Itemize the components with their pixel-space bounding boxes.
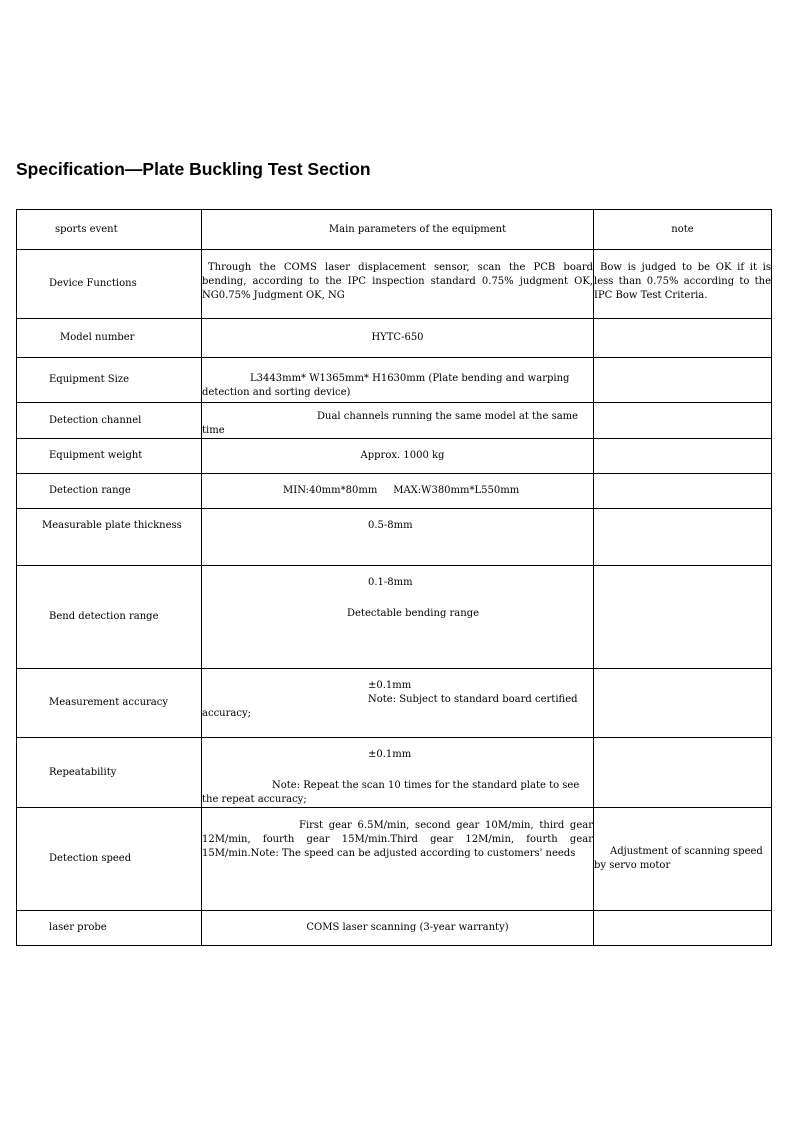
row-value-line2: Note: Repeat the scan 10 times for the standard plate to see the repeat accuracy; (202, 780, 580, 805)
table-row (17, 911, 772, 946)
row-value: L3443mm* W1365mm* H1630mm (Plate bending and warping detection and sorting device) (202, 358, 594, 403)
row-note (594, 474, 772, 509)
spec-table (16, 209, 772, 946)
row-value: Approx. 1000 kg (202, 439, 594, 474)
table-row (17, 439, 772, 474)
row-label: Repeatability (17, 738, 202, 808)
row-value-line1: ±0.1mm (368, 680, 412, 691)
row-note (594, 358, 772, 403)
row-note (594, 566, 772, 669)
row-value-cell (202, 566, 594, 669)
row-value-cell (202, 669, 594, 738)
row-label: Measurable plate thickness (17, 509, 202, 566)
table-row (17, 319, 772, 358)
table-row (17, 509, 772, 566)
row-label: Bend detection range (17, 566, 202, 669)
row-value: HYTC-650 (202, 319, 594, 358)
header-item: sports event (17, 210, 202, 250)
table-row (17, 474, 772, 509)
row-label: Equipment Size (17, 358, 202, 403)
table-row (17, 250, 772, 319)
row-note (594, 319, 772, 358)
row-note: Bow is judged to be OK if it is less than 0.75% according to the IPC Bow Test Criteria. (594, 250, 772, 319)
row-value: First gear 6.5M/min, second gear 10M/min, third gear 12M/min, fourth gear 15M/min.Third gear 12M/min, fourth gear 15M/min.Note: The speed can be adjusted according to customers' needs (202, 808, 594, 911)
row-note (594, 403, 772, 439)
row-note (594, 738, 772, 808)
row-value-line2: Note: Subject to standard board certified accuracy; (202, 694, 578, 719)
table-row (17, 669, 772, 738)
table-row (17, 738, 772, 808)
header-params: Main parameters of the equipment (202, 210, 594, 250)
row-note: Adjustment of scanning speed by servo motor (594, 808, 772, 911)
row-label: Device Functions (17, 250, 202, 319)
row-note (594, 439, 772, 474)
row-note (594, 669, 772, 738)
row-label: laser probe (17, 911, 202, 946)
row-value: MIN:40mm*80mm MAX:W380mm*L550mm (202, 474, 594, 509)
row-note (594, 509, 772, 566)
page-title: Specification—Plate Buckling Test Section (16, 159, 371, 179)
table-row (17, 358, 772, 403)
row-value: 0.5-8mm (202, 509, 594, 566)
row-value-line1: ±0.1mm (368, 749, 412, 760)
table-row (17, 403, 772, 439)
table-header-row (17, 210, 772, 250)
row-label: Model number (17, 319, 202, 358)
row-label: Measurement accuracy (17, 669, 202, 738)
table-row (17, 808, 772, 911)
row-value: COMS laser scanning (3-year warranty) (202, 911, 594, 946)
row-value-cell (202, 738, 594, 808)
table-row (17, 566, 772, 669)
row-label: Detection channel (17, 403, 202, 439)
row-value-line1: 0.1-8mm (368, 577, 413, 588)
row-note (594, 911, 772, 946)
row-value: Through the COMS laser displacement sensor, scan the PCB board bending, according to the IPC inspection standard 0.75% judgment OK, NG0.75% Judgment OK, NG (202, 250, 594, 319)
row-value: Dual channels running the same model at the same time (202, 403, 594, 439)
row-value-line2: Detectable bending range (347, 608, 480, 619)
row-label: Detection speed (17, 808, 202, 911)
row-label: Detection range (17, 474, 202, 509)
header-note: note (594, 210, 772, 250)
row-label: Equipment weight (17, 439, 202, 474)
